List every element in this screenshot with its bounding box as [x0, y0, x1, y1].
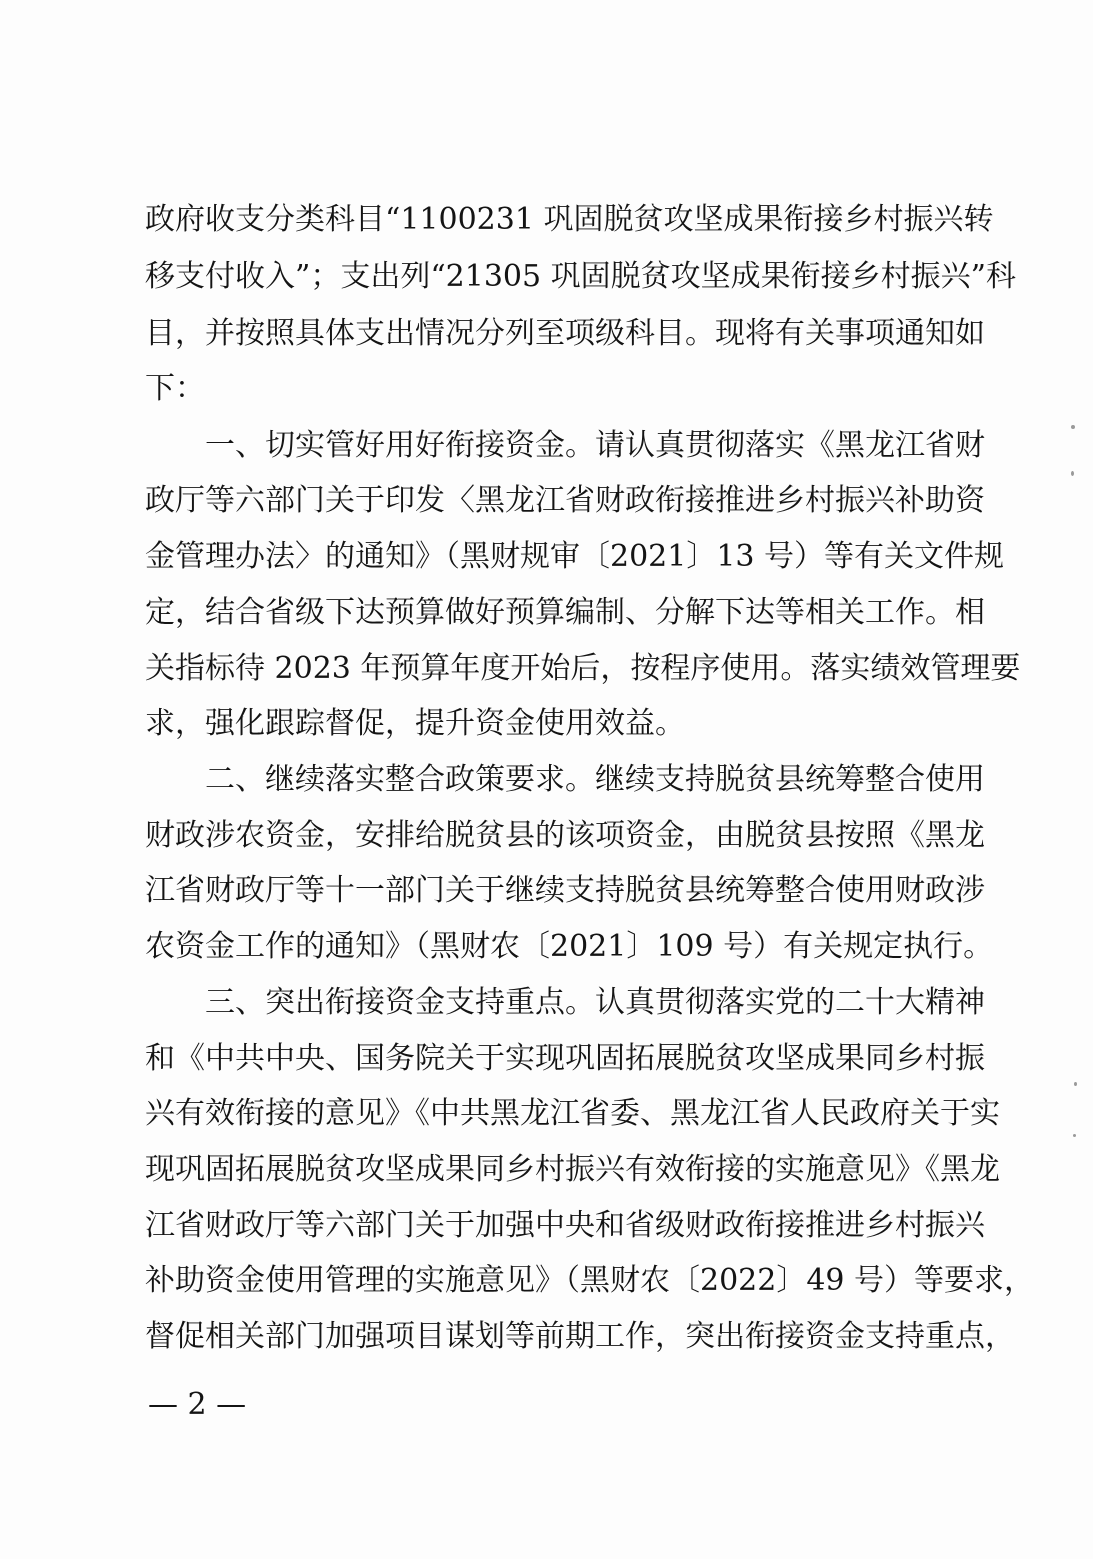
section-three-heading-line: 三、突出衔接资金支持重点。认真贯彻落实党的二十大精神 — [205, 985, 985, 1020]
body-line: 现巩固拓展脱贫攻坚成果同乡村振兴有效衔接的实施意见》《黑龙 — [145, 1152, 1000, 1187]
body-line: 政府收支分类科目“1100231 巩固脱贫攻坚成果衔接乡村振兴转 — [145, 202, 994, 237]
body-line: 农资金工作的通知》（黑财农〔2021〕109 号）有关规定执行。 — [145, 929, 994, 964]
section-two-heading-line: 二、继续落实整合政策要求。继续支持脱贫县统筹整合使用 — [205, 762, 985, 797]
body-line: 目，并按照具体支出情况分列至项级科目。现将有关事项通知如 — [145, 316, 985, 351]
body-line: 金管理办法〉的通知》（黑财规审〔2021〕13 号）等有关文件规 — [145, 539, 1005, 574]
scan-speck — [1071, 425, 1075, 429]
body-line: 关指标待 2023 年预算年度开始后，按程序使用。落实绩效管理要 — [145, 651, 1021, 686]
body-line: 兴有效衔接的意见》《中共黑龙江省委、黑龙江省人民政府关于实 — [145, 1096, 1000, 1131]
scan-speck — [1074, 1082, 1077, 1086]
body-line: 移支付收入”；支出列“21305 巩固脱贫攻坚成果衔接乡村振兴”科 — [145, 259, 1016, 294]
body-line: 财政涉农资金，安排给脱贫县的该项资金，由脱贫县按照《黑龙 — [145, 818, 985, 853]
body-line: 和《中共中央、国务院关于实现巩固拓展脱贫攻坚成果同乡村振 — [145, 1041, 985, 1076]
section-one-heading-line: 一、切实管好用好衔接资金。请认真贯彻落实《黑龙江省财 — [205, 428, 985, 463]
body-line: 补助资金使用管理的实施意见》（黑财农〔2022〕49 号）等要求， — [145, 1263, 1035, 1298]
body-line: 下： — [145, 371, 205, 406]
body-line: 督促相关部门加强项目谋划等前期工作，突出衔接资金支持重点， — [145, 1319, 1015, 1354]
page-number: — 2 — — [148, 1387, 247, 1422]
body-line: 政厅等六部门关于印发〈黑龙江省财政衔接推进乡村振兴补助资 — [145, 483, 985, 518]
scan-speck — [1073, 1134, 1076, 1137]
body-line: 江省财政厅等十一部门关于继续支持脱贫县统筹整合使用财政涉 — [145, 873, 985, 908]
scan-speck — [1071, 471, 1074, 476]
body-line: 定，结合省级下达预算做好预算编制、分解下达等相关工作。相 — [145, 595, 985, 630]
body-line: 江省财政厅等六部门关于加强中央和省级财政衔接推进乡村振兴 — [145, 1208, 985, 1243]
body-line: 求，强化跟踪督促，提升资金使用效益。 — [145, 706, 685, 741]
